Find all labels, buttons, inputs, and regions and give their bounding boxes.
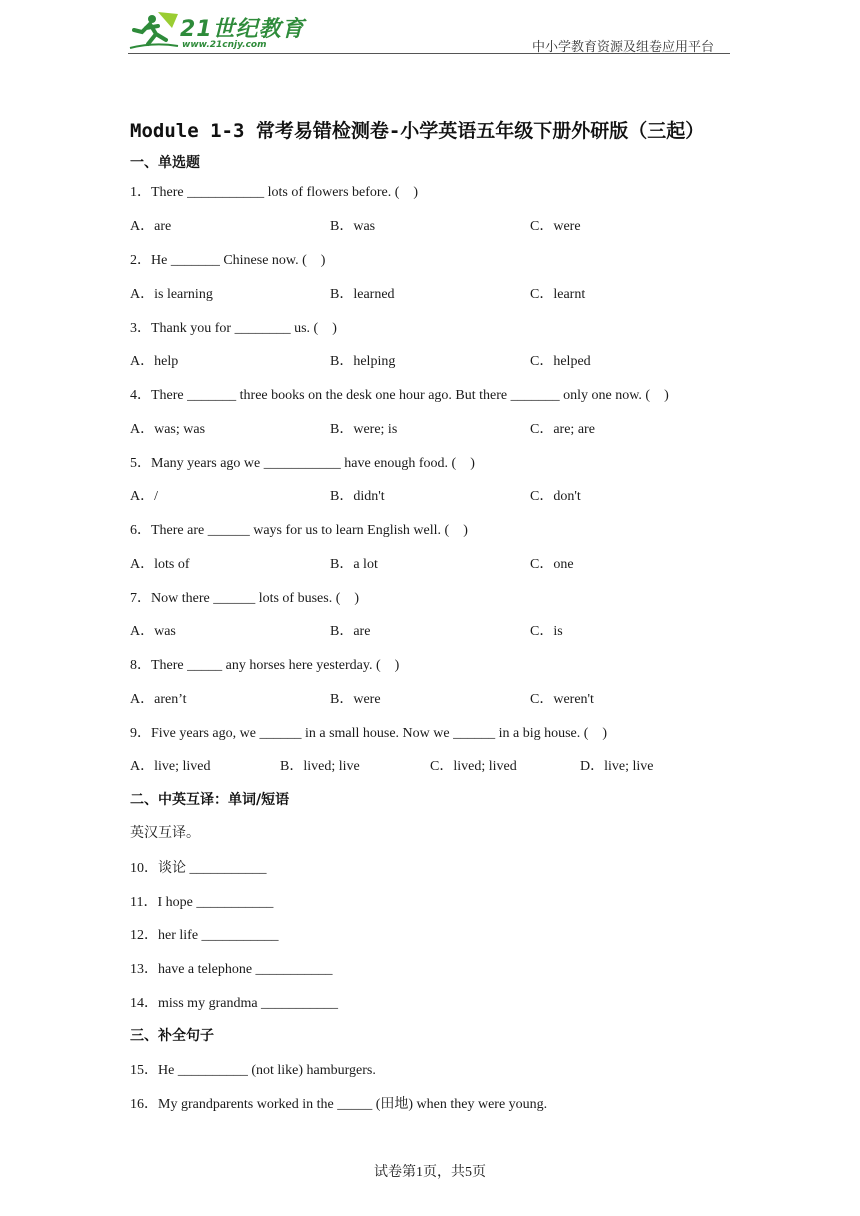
option: C．are; are (530, 422, 595, 437)
question-stem: 9．Five years ago, we ______ in a small house. Now we ______ in a big house. ( ) (130, 726, 608, 741)
logo-text: 21世纪教育 (180, 17, 305, 42)
option: B．didn't (330, 489, 385, 504)
question-stem: 7．Now there ______ lots of buses. ( ) (130, 591, 360, 606)
option: A．is learning (130, 287, 213, 302)
section-heading-completion: 三、补全句子 (130, 1028, 214, 1044)
option: C．learnt (530, 287, 586, 302)
question-stem: 4．There _______ three books on the desk one hour ago. But there _______ only one now. ( ) (130, 388, 669, 403)
question-line: 12．her life ___________ (130, 928, 279, 943)
question-line: 16．My grandparents worked in the _____ (田地) when they were young. (130, 1097, 548, 1112)
option: B．a lot (330, 557, 378, 572)
option: B．were; is (330, 422, 398, 437)
option: A．aren’t (130, 692, 187, 707)
option: A．/ (130, 489, 158, 504)
page-header (128, 8, 730, 56)
question-line: 13．have a telephone ___________ (130, 962, 333, 977)
question-stem: 8．There _____ any horses here yesterday. ( ) (130, 658, 400, 673)
option: B．helping (330, 354, 396, 369)
option: B．learned (330, 287, 395, 302)
question-line: 14．miss my grandma ___________ (130, 996, 339, 1011)
header-divider (128, 53, 730, 54)
option: C．were (530, 219, 581, 234)
question-line: 15．He __________ (not like) hamburgers. (130, 1063, 376, 1078)
question-stem: 1．There ___________ lots of flowers before. ( ) (130, 185, 419, 200)
page-title: Module 1-3 常考易错检测卷-小学英语五年级下册外研版（三起） (130, 120, 705, 142)
option: C．helped (530, 354, 591, 369)
runner-logo-icon (128, 10, 180, 52)
question-line: 11．I hope ___________ (130, 895, 274, 910)
option: C．don't (530, 489, 581, 504)
option: B．were (330, 692, 381, 707)
logo (128, 10, 308, 52)
section-heading-translation: 二、中英互译：单词/短语 (130, 792, 290, 808)
option: D．live; live (580, 759, 654, 774)
option: C．weren't (530, 692, 594, 707)
option: A．lots of (130, 557, 190, 572)
option: C．is (530, 624, 563, 639)
platform-name: 中小学教育资源及组卷应用平台 (531, 39, 714, 54)
question-stem: 3．Thank you for ________ us. ( ) (130, 321, 337, 336)
question-stem: 5．Many years ago we ___________ have enough food. ( ) (130, 456, 475, 471)
option: B．are (330, 624, 371, 639)
question-stem: 2．He _______ Chinese now. ( ) (130, 253, 326, 268)
logo-url: www.21cnjy.com (182, 40, 267, 50)
option: B．lived; live (280, 759, 360, 774)
option: C．one (530, 557, 574, 572)
section-instruction: 英汉互译。 (130, 825, 200, 841)
option: A．help (130, 354, 179, 369)
question-line: 10．谈论 ___________ (130, 861, 267, 876)
question-stem: 6．There are ______ ways for us to learn English well. ( ) (130, 523, 468, 538)
option: C．lived; lived (430, 759, 517, 774)
option: A．are (130, 219, 172, 234)
page-footer: 试卷第1页，共5页 (374, 1165, 486, 1180)
option: B．was (330, 219, 376, 234)
option: A．was (130, 624, 176, 639)
option: A．live; lived (130, 759, 211, 774)
option: A．was; was (130, 422, 206, 437)
section-heading-mcq: 一、单选题 (130, 155, 200, 171)
